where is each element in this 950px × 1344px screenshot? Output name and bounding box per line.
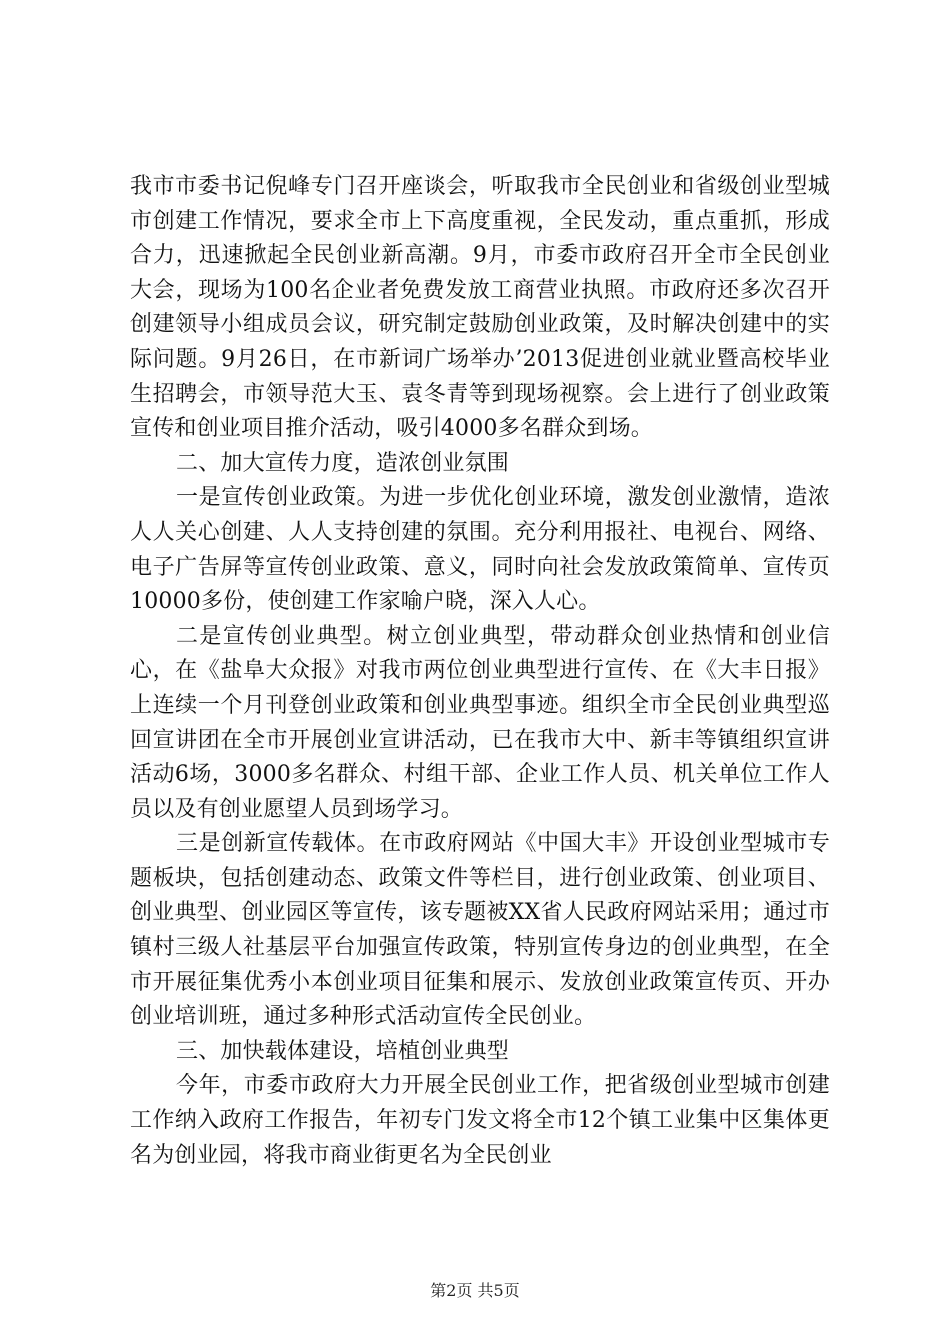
paragraph-carrier: 三是创新宣传载体。在市政府网站《中国大丰》开设创业型城市专题板块，包括创建动态、政策文件等栏目，进行创业政策、创业项目、创业典型、创业园区等宣传，该专题被XX省人民政府网站采用；通过市镇村三级人社基层平台加强宣传政策，特别宣传身边的创业典型，在全市开展征集优秀小本创业项目征集和展示、发放创业政策宣传页、开办创业培训班，通过多种形式活动宣传全民创业。	[130, 831, 830, 1030]
document-body	[130, 170, 830, 1173]
section-heading-2: 二、加大宣传力度，造浓创业氛围	[176, 450, 510, 476]
paragraph-typical: 二是宣传创业典型。树立创业典型，带动群众创业热情和创业信心，在《盐阜大众报》对我市两位创业典型进行宣传、在《大丰日报》上连续一个月刊登创业政策和创业典型事迹。组织全市全民创业典型巡回宣讲团在全市开展创业宣讲活动，已在我市大中、新丰等镇组织宣讲活动6场，3000多名群众、村组干部、企业工作人员、机关单位工作人员以及有创业愿望人员到场学习。	[130, 623, 830, 822]
paragraph-1: 我市市委书记倪峰专门召开座谈会，听取我市全民创业和省级创业型城市创建工作情况，要求全市上下高度重视，全民发动，重点重抓，形成合力，迅速掀起全民创业新高潮。9月，市委市政府召开全市全民创业大会，现场为100名企业者免费发放工商营业执照。市政府还多次召开创建领导小组成员会议，研究制定鼓励创业政策，及时解决创建中的实际问题。9月26日，在市新词广场举办’2013促进创业就业暨高校毕业生招聘会，市领导范大玉、袁冬青等到现场视察。会上进行了创业政策宣传和创业项目推介活动，吸引4000多名群众到场。	[130, 174, 830, 442]
paragraph-policy: 一是宣传创业政策。为进一步优化创业环境，激发创业激情，造浓人人关心创建、人人支持创建的氛围。充分利用报社、电视台、网络、电子广告屏等宣传创业政策、意义，同时向社会发放政策简单、宣传页10000多份，使创建工作家喻户晓，深入人心。	[130, 485, 830, 615]
page-footer: 第2页 共5页	[430, 1281, 520, 1300]
section-heading-3: 三、加快载体建设，培植创业典型	[176, 1038, 510, 1064]
paragraph-this-year: 今年，市委市政府大力开展全民创业工作，把省级创业型城市创建工作纳入政府工作报告，年初专门发文将全市12个镇工业集中区集体更名为创业园，将我市商业街更名为全民创业	[130, 1073, 830, 1168]
